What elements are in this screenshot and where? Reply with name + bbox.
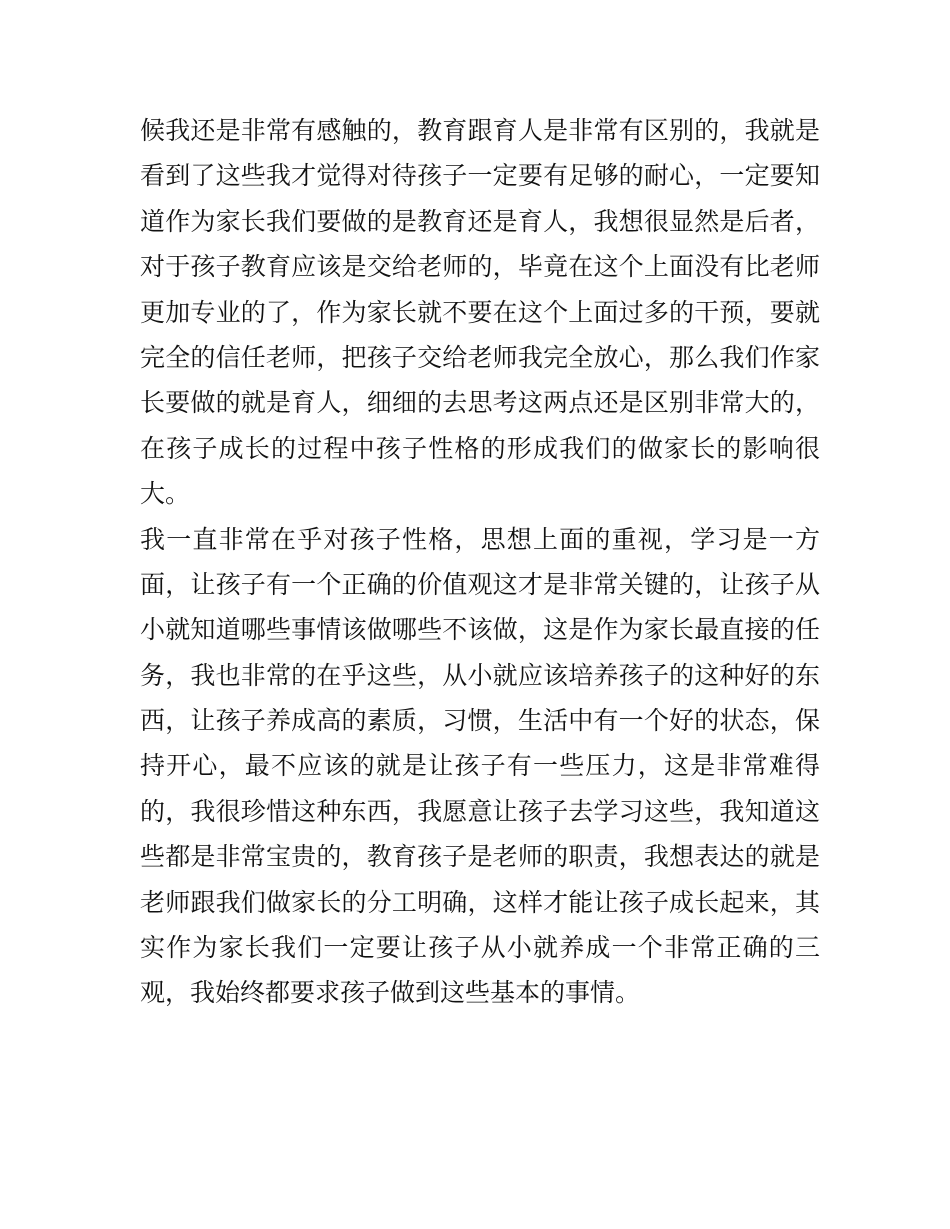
text-line: 小就知道哪些事情该做哪些不该做，这是作为家长最直接的任 — [140, 615, 820, 645]
text-line: 老师跟我们做家长的分工明确，这样才能让孩子成长起来，其 — [140, 887, 820, 917]
text-line: 些都是非常宝贵的，教育孩子是老师的职责，我想表达的就是 — [140, 842, 820, 872]
text-line: 长要做的就是育人，细细的去思考这两点还是区别非常大的， — [140, 388, 820, 418]
text-line: 面，让孩子有一个正确的价值观这才是非常关键的，让孩子从 — [140, 569, 820, 599]
body-text — [140, 108, 820, 1016]
text-line: 道作为家长我们要做的是教育还是育人，我想很显然是后者， — [140, 206, 820, 236]
text-line: 务，我也非常的在乎这些，从小就应该培养孩子的这种好的东 — [140, 660, 820, 690]
text-line: 对于孩子教育应该是交给老师的，毕竟在这个上面没有比老师 — [140, 252, 820, 282]
text-line: 观，我始终都要求孩子做到这些基本的事情。 — [140, 978, 641, 1008]
text-line: 我一直非常在乎对孩子性格，思想上面的重视，学习是一方 — [140, 524, 820, 554]
text-line: 更加专业的了，作为家长就不要在这个上面过多的干预，要就 — [140, 297, 820, 327]
text-line: 实作为家长我们一定要让孩子从小就养成一个非常正确的三 — [140, 933, 820, 963]
text-line: 持开心，最不应该的就是让孩子有一些压力，这是非常难得 — [140, 751, 820, 781]
text-line: 大。 — [140, 479, 191, 509]
text-line: 候我还是非常有感触的，教育跟育人是非常有区别的，我就是 — [140, 116, 820, 145]
text-line: 在孩子成长的过程中孩子性格的形成我们的做家长的影响很 — [140, 433, 820, 463]
text-line: 看到了这些我才觉得对待孩子一定要有足够的耐心，一定要知 — [140, 161, 820, 191]
text-line: 的，我很珍惜这种东西，我愿意让孩子去学习这些，我知道这 — [140, 796, 820, 826]
text-line: 完全的信任老师，把孩子交给老师我完全放心，那么我们作家 — [140, 342, 820, 372]
text-line: 西，让孩子养成高的素质，习惯，生活中有一个好的状态，保 — [140, 706, 820, 736]
